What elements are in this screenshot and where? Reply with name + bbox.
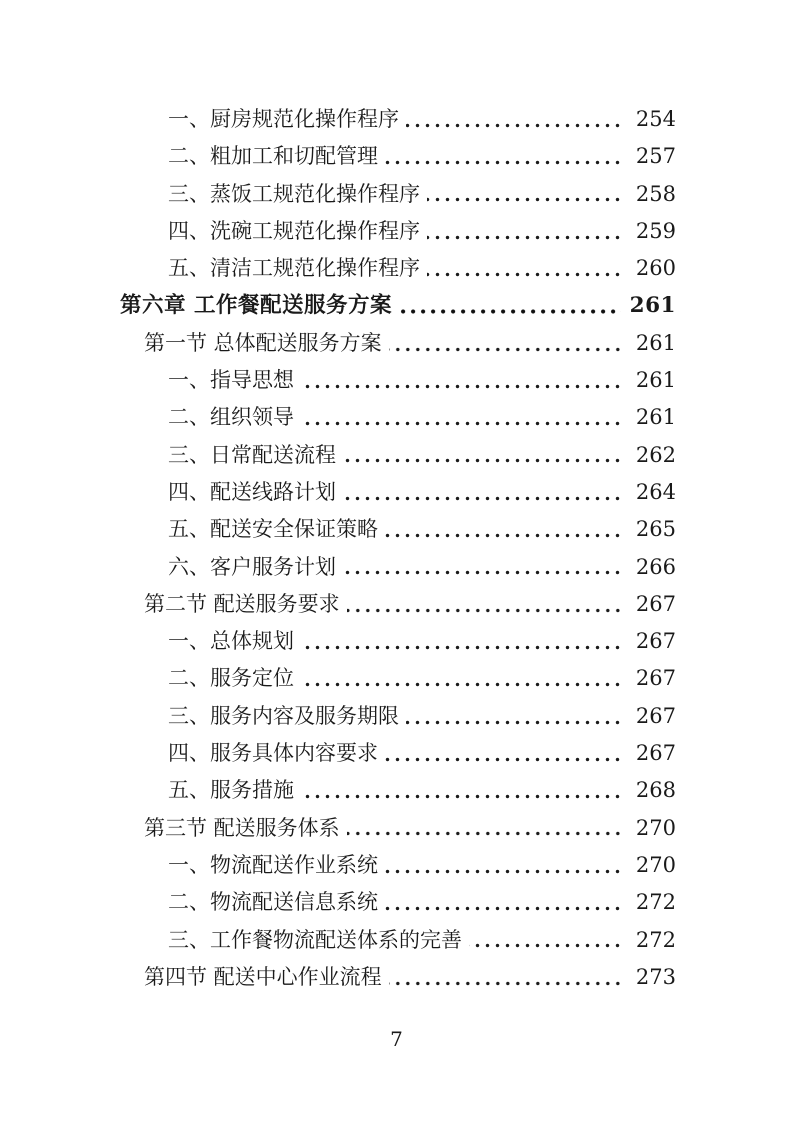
toc-entry-page: 270	[635, 815, 676, 840]
toc-entry-item	[120, 213, 676, 250]
toc-entry-label: 三、服务内容及服务期限	[168, 703, 399, 728]
toc-entry-page: 257	[635, 144, 676, 169]
toc-entry-page: 270	[635, 852, 676, 877]
toc-entry-chapter	[120, 287, 676, 324]
dot-leader	[389, 981, 625, 986]
toc-entry-page: 266	[635, 554, 676, 579]
toc-entry-item	[120, 847, 676, 884]
toc-entry-label: 五、服务措施	[168, 778, 294, 803]
dot-leader	[406, 123, 625, 128]
dot-leader	[347, 831, 625, 836]
dot-leader	[427, 235, 625, 240]
toc-entry-label: 第六章 工作餐配送服务方案	[120, 293, 392, 319]
toc-entry-page: 267	[635, 741, 676, 766]
toc-entry-page: 272	[635, 890, 676, 915]
dot-leader	[301, 421, 625, 426]
footer-page-number: 7	[390, 1027, 403, 1051]
toc-entry-label: 五、清洁工规范化操作程序	[168, 256, 420, 281]
toc-entry-label: 一、物流配送作业系统	[168, 852, 378, 877]
dot-leader	[385, 160, 625, 165]
toc-entry-item	[120, 474, 676, 511]
toc-entry-page: 267	[635, 591, 676, 616]
toc-entry-page: 261	[635, 368, 676, 393]
toc-entry-page: 265	[635, 517, 676, 542]
toc-entry-label: 一、总体规划	[168, 629, 294, 654]
toc-entry-item	[120, 250, 676, 287]
toc-entry-page: 273	[635, 964, 676, 989]
toc-entry-label: 一、厨房规范化操作程序	[168, 107, 399, 131]
toc-entry-item	[120, 772, 676, 809]
toc-entry-page: 272	[635, 927, 676, 952]
toc-entry-section	[120, 810, 676, 847]
toc-entry-label: 二、组织领导	[168, 405, 294, 430]
toc-entry-item	[120, 437, 676, 474]
toc-entry-item	[120, 176, 676, 213]
toc-entry-label: 六、客户服务计划	[168, 554, 336, 579]
toc-entry-label: 第三节 配送服务体系	[144, 815, 340, 840]
toc-entry-item	[120, 884, 676, 921]
toc-entry-label: 二、粗加工和切配管理	[168, 144, 378, 169]
toc-entry-section	[120, 959, 676, 996]
toc-entry-label: 第二节 配送服务要求	[144, 591, 340, 616]
toc-entry-label: 第四节 配送中心作业流程	[144, 964, 382, 989]
toc-entry-label: 三、蒸饭工规范化操作程序	[168, 181, 420, 206]
dot-leader	[399, 309, 621, 314]
toc-entry-section	[120, 325, 676, 362]
dot-leader	[427, 272, 625, 277]
toc-entry-page: 267	[635, 666, 676, 691]
toc-entry-label: 第一节 总体配送服务方案	[144, 330, 382, 355]
toc-entry-label: 三、工作餐物流配送体系的完善	[168, 927, 462, 952]
dot-leader	[406, 720, 625, 725]
dot-leader	[301, 794, 625, 799]
table-of-contents	[120, 101, 676, 996]
dot-leader	[385, 906, 625, 911]
toc-entry-page: 262	[635, 442, 676, 467]
dot-leader	[343, 570, 625, 575]
dot-leader	[385, 869, 625, 874]
dot-leader	[385, 757, 625, 762]
toc-entry-label: 一、指导思想	[168, 368, 294, 393]
toc-entry-item	[120, 549, 676, 586]
dot-leader	[385, 533, 625, 538]
toc-entry-item	[120, 735, 676, 772]
dot-leader	[343, 496, 625, 501]
dot-leader	[301, 682, 625, 687]
toc-entry-label: 四、配送线路计划	[168, 479, 336, 504]
toc-entry-item	[120, 660, 676, 697]
toc-entry-page: 261	[629, 293, 676, 319]
toc-entry-item	[120, 138, 676, 175]
dot-leader	[427, 197, 625, 202]
toc-entry-item	[120, 698, 676, 735]
toc-entry-label: 二、服务定位	[168, 666, 294, 691]
toc-entry-page: 260	[635, 256, 676, 281]
dot-leader	[301, 645, 625, 650]
dot-leader	[301, 384, 625, 389]
toc-entry-label: 四、洗碗工规范化操作程序	[168, 218, 420, 243]
toc-entry-page: 259	[635, 218, 676, 243]
toc-entry-item	[120, 101, 676, 138]
toc-entry-item	[120, 623, 676, 660]
toc-entry-page: 267	[635, 629, 676, 654]
dot-leader	[347, 608, 625, 613]
toc-entry-item	[120, 399, 676, 436]
toc-entry-label: 三、日常配送流程	[168, 442, 336, 467]
dot-leader	[343, 458, 625, 463]
toc-entry-label: 二、物流配送信息系统	[168, 890, 378, 915]
toc-entry-item	[120, 922, 676, 959]
dot-leader	[469, 943, 625, 948]
toc-entry-item	[120, 362, 676, 399]
toc-entry-label: 四、服务具体内容要求	[168, 741, 378, 766]
toc-entry-page: 267	[635, 703, 676, 728]
toc-entry-page: 261	[635, 330, 676, 355]
toc-entry-page: 258	[635, 181, 676, 206]
toc-entry-page: 261	[635, 405, 676, 430]
toc-entry-item	[120, 511, 676, 548]
toc-entry-page: 254	[635, 107, 676, 131]
toc-entry-page: 268	[635, 778, 676, 803]
dot-leader	[389, 347, 625, 352]
toc-entry-page: 264	[635, 479, 676, 504]
toc-entry-section	[120, 586, 676, 623]
toc-entry-label: 五、配送安全保证策略	[168, 517, 378, 542]
